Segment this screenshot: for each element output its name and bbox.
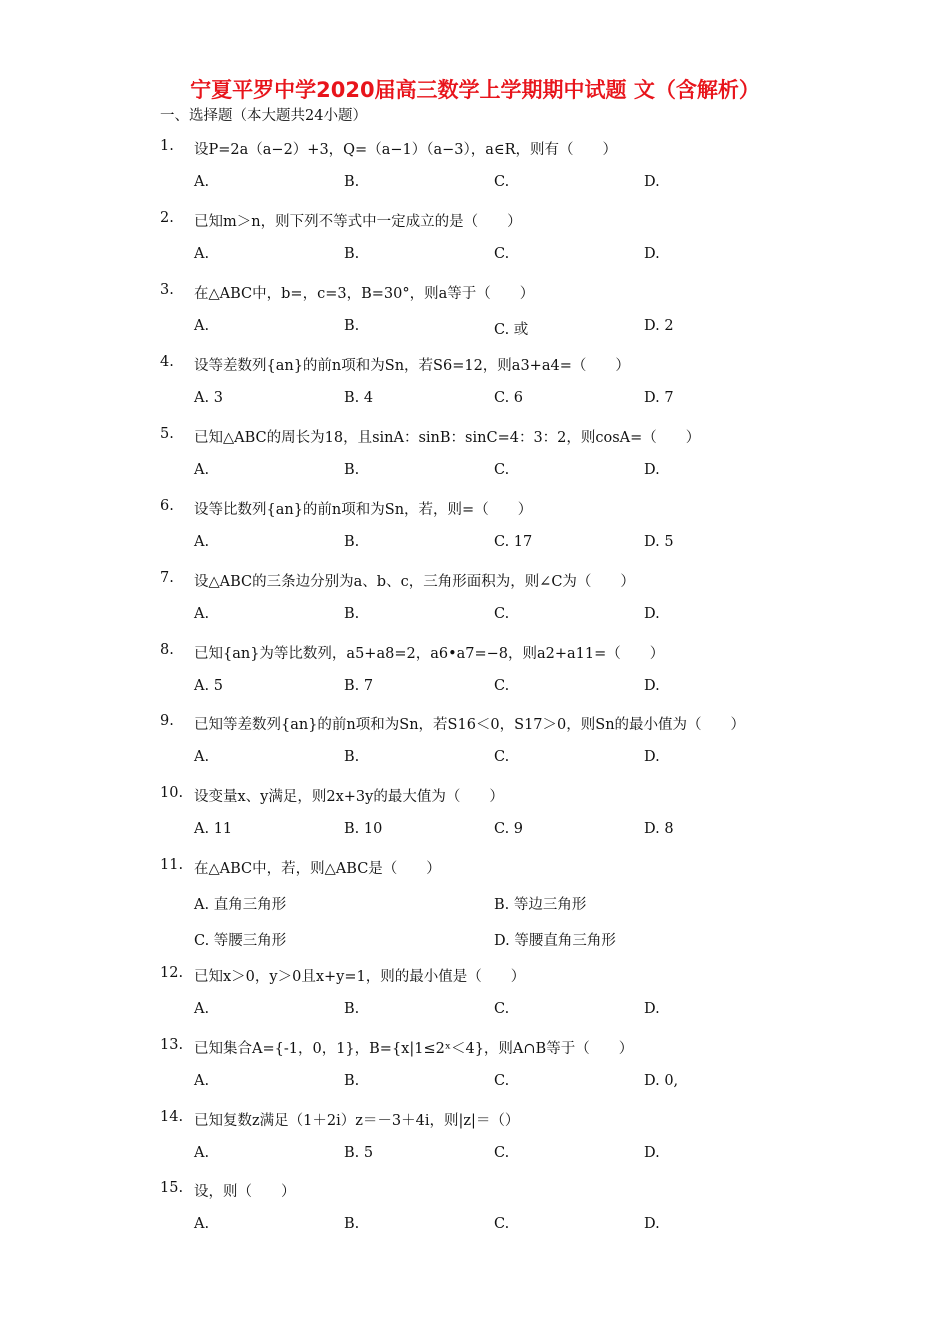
option-d: D. [644, 749, 660, 765]
option-b: B. [344, 462, 360, 478]
option-c: C. [494, 606, 510, 622]
question-text: 已知x＞0，y＞0且x+y=1，则的最小值是（ ） [194, 969, 526, 985]
question-number: 1. [160, 138, 174, 154]
question [0, 498, 950, 522]
option-row [0, 1073, 950, 1097]
option-b: B. [344, 318, 360, 334]
option-c: C. [494, 678, 510, 694]
question [0, 1109, 950, 1133]
option-b: B. 等边三角形 [494, 897, 587, 913]
option-row [0, 749, 950, 773]
question-text: 已知等差数列{an}的前n项和为Sn，若S16＜0，S17＞0，则Sn的最小值为（ ） [194, 717, 746, 733]
option-b: B. 4 [344, 390, 374, 406]
option-c: C. [494, 1073, 510, 1089]
question [0, 570, 950, 594]
question [0, 210, 950, 234]
question [0, 713, 950, 737]
question-number: 11. [160, 857, 184, 873]
option-c: C. 等腰三角形 [194, 933, 287, 949]
option-d: D. 8 [644, 821, 674, 837]
option-row [0, 390, 950, 414]
option-row [0, 893, 950, 917]
option-a: A. 11 [194, 821, 233, 837]
option-b: B. 5 [344, 1145, 374, 1161]
question-number: 9. [160, 713, 174, 729]
question-text: 已知集合A={-1，0，1}，B={x|1≤2ˣ＜4}，则A∩B等于（ ） [194, 1041, 634, 1057]
option-b: B. [344, 1073, 360, 1089]
question-number: 2. [160, 210, 174, 226]
option-c: C. 17 [494, 534, 533, 550]
option-a: A. [194, 1145, 210, 1161]
option-d: D. [644, 1001, 660, 1017]
option-a: A. [194, 534, 210, 550]
question [0, 785, 950, 809]
option-a: A. [194, 749, 210, 765]
option-d: D. 0, [644, 1073, 679, 1089]
option-row [0, 1001, 950, 1025]
option-d: D. [644, 678, 660, 694]
option-b: B. [344, 606, 360, 622]
question-number: 7. [160, 570, 174, 586]
question [0, 282, 950, 306]
question-text: 在△ABC中，若，则△ABC是（ ） [194, 861, 441, 877]
option-row [0, 821, 950, 845]
option-b: B. [344, 1001, 360, 1017]
option-a: A. [194, 462, 210, 478]
question [0, 642, 950, 666]
question-text: 已知△ABC的周长为18，且sinA：sinB：sinC=4：3：2，则cosA=（ ） [194, 430, 701, 446]
option-c: C. [494, 462, 510, 478]
option-d: D. [644, 1145, 660, 1161]
question [0, 857, 950, 881]
question-number: 14. [160, 1109, 184, 1125]
question-number: 12. [160, 965, 184, 981]
question-text: 已知{an}为等比数列，a5+a8=2，a6•a7=−8，则a2+a11=（ ） [194, 646, 665, 662]
option-row [0, 1145, 950, 1169]
question-text: 设等差数列{an}的前n项和为Sn，若S6=12，则a3+a4=（ ） [194, 358, 630, 374]
option-b: B. [344, 749, 360, 765]
question [0, 426, 950, 450]
option-row [0, 174, 950, 198]
option-d: D. 等腰直角三角形 [494, 933, 616, 949]
question [0, 965, 950, 989]
option-c: C. 6 [494, 390, 524, 406]
option-a: A. [194, 246, 210, 262]
option-a: A. [194, 1216, 210, 1232]
option-a: A. [194, 318, 210, 334]
question-number: 13. [160, 1037, 184, 1053]
option-a: A. [194, 606, 210, 622]
option-d: D. [644, 174, 660, 190]
question-number: 6. [160, 498, 174, 514]
option-c: C. [494, 246, 510, 262]
option-c: C. 或 [494, 322, 529, 338]
question [0, 1037, 950, 1061]
option-row [0, 534, 950, 558]
page-title: 宁夏平罗中学2020届高三数学上学期期中试题 文（含解析） [190, 78, 760, 102]
option-b: B. 7 [344, 678, 374, 694]
option-row [0, 1216, 950, 1240]
question [0, 354, 950, 378]
option-row [0, 246, 950, 270]
question [0, 138, 950, 162]
option-row [0, 929, 950, 953]
question-text: 已知复数z满足（1＋2i）z＝－3＋4i，则|z|＝（） [194, 1113, 520, 1129]
option-a: A. 5 [194, 678, 223, 694]
option-b: B. [344, 534, 360, 550]
option-a: A. [194, 174, 210, 190]
question-text: 设△ABC的三条边分别为a、b、c，三角形面积为，则∠C为（ ） [194, 574, 635, 590]
option-b: B. [344, 246, 360, 262]
option-a: A. 3 [194, 390, 223, 406]
option-row [0, 462, 950, 486]
option-d: D. [644, 606, 660, 622]
question-text: 已知m＞n，则下列不等式中一定成立的是（ ） [194, 214, 522, 230]
section-heading: 一、选择题（本大题共24小题） [160, 108, 367, 124]
option-d: D. [644, 246, 660, 262]
question [0, 1180, 950, 1204]
question-number: 4. [160, 354, 174, 370]
option-a: A. [194, 1001, 210, 1017]
option-c: C. 9 [494, 821, 524, 837]
option-c: C. [494, 1001, 510, 1017]
question-number: 10. [160, 785, 184, 801]
question-text: 设变量x、y满足，则2x+3y的最大值为（ ） [194, 789, 504, 805]
question-number: 8. [160, 642, 174, 658]
option-d: D. 2 [644, 318, 674, 334]
option-b: B. [344, 174, 360, 190]
option-c: C. [494, 1216, 510, 1232]
question-text: 设P=2a（a−2）+3，Q=（a−1）（a−3），a∈R，则有（ ） [194, 142, 618, 158]
option-b: B. 10 [344, 821, 383, 837]
question-number: 15. [160, 1180, 184, 1196]
option-d: D. [644, 1216, 660, 1232]
option-c: C. [494, 174, 510, 190]
question-text: 设等比数列{an}的前n项和为Sn，若，则=（ ） [194, 502, 533, 518]
option-d: D. [644, 462, 660, 478]
option-row [0, 606, 950, 630]
option-b: B. [344, 1216, 360, 1232]
question-text: 设，则（ ） [194, 1184, 296, 1200]
option-a: A. [194, 1073, 210, 1089]
option-c: C. [494, 1145, 510, 1161]
question-number: 3. [160, 282, 174, 298]
option-d: D. 5 [644, 534, 674, 550]
question-number: 5. [160, 426, 174, 442]
option-a: A. 直角三角形 [194, 897, 287, 913]
option-row [0, 678, 950, 702]
option-row [0, 318, 950, 342]
question-text: 在△ABC中，b=，c=3，B=30°，则a等于（ ） [194, 286, 535, 302]
option-c: C. [494, 749, 510, 765]
option-d: D. 7 [644, 390, 674, 406]
